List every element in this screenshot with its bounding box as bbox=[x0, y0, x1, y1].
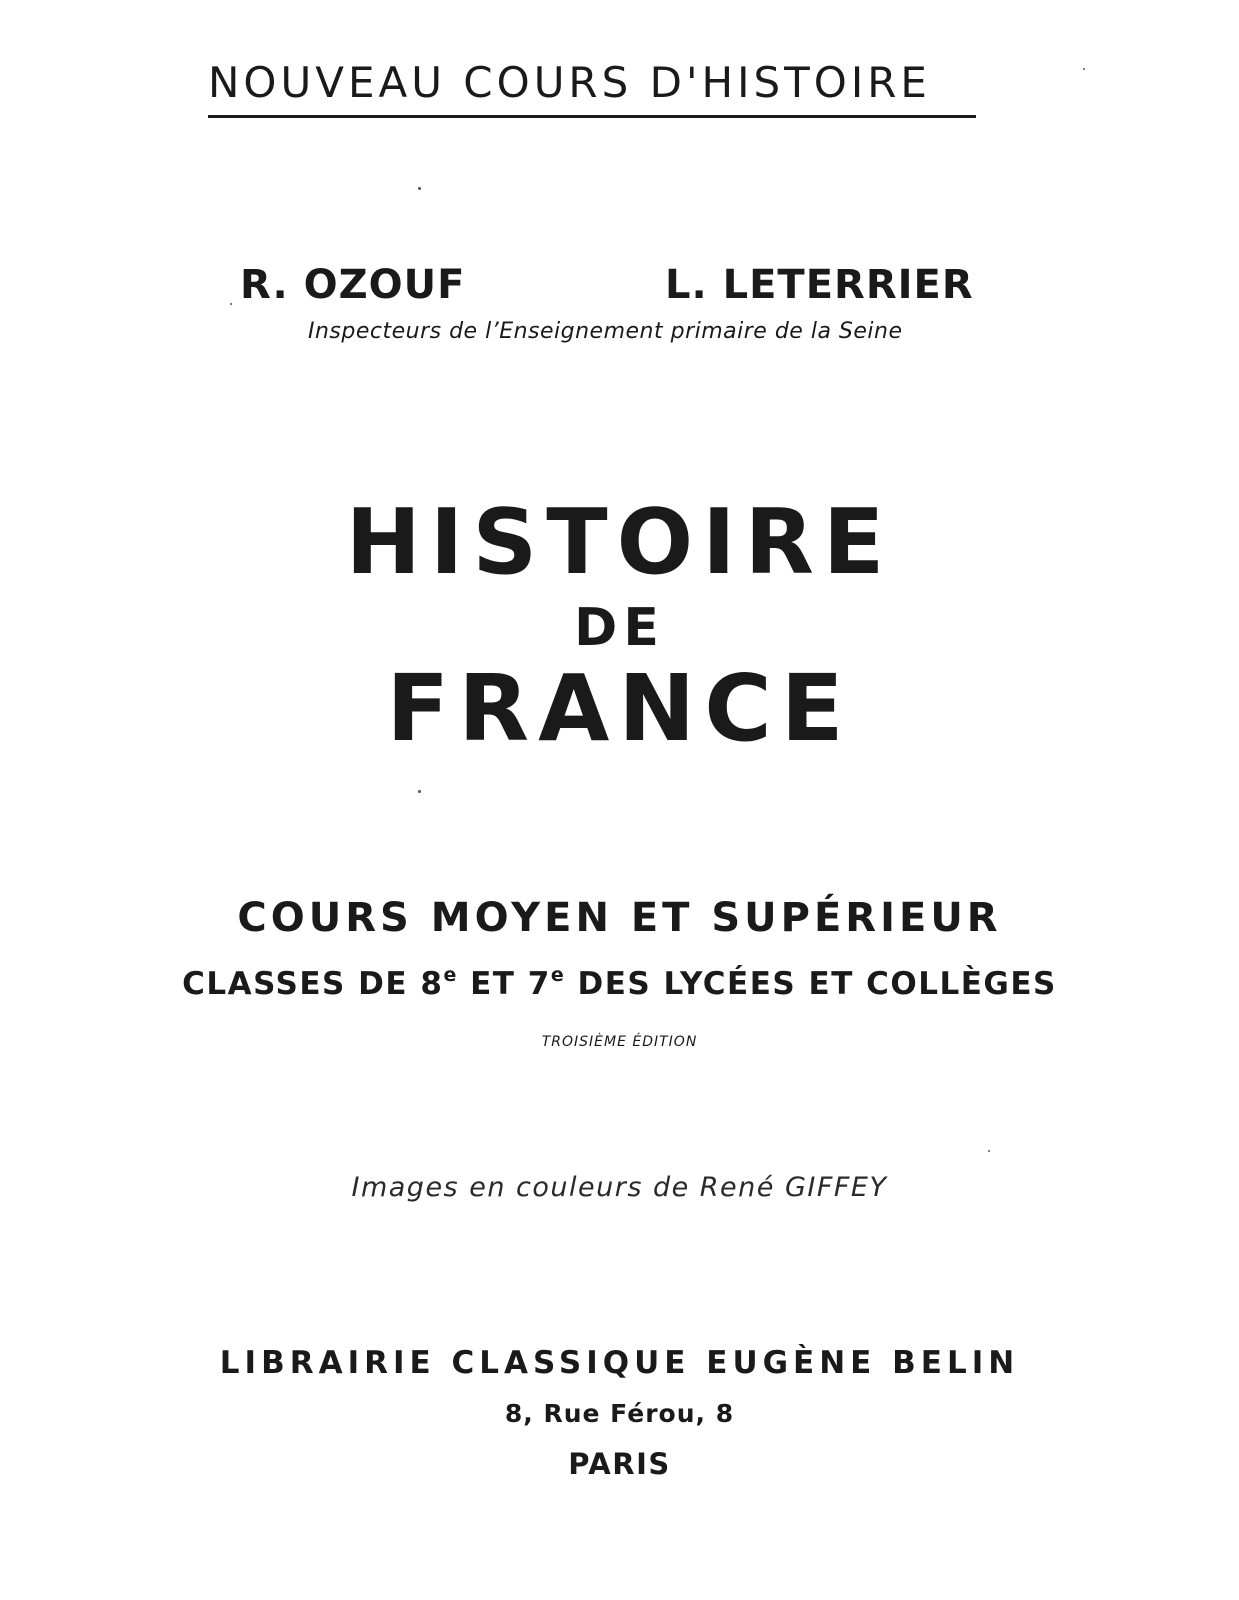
author-leterrier: L. LETERRIER bbox=[665, 262, 974, 308]
classes-line bbox=[0, 966, 1239, 1002]
series-title: NOUVEAU COURS D'HISTOIRE bbox=[208, 58, 931, 107]
classes-middle: ET 7 bbox=[457, 966, 551, 1002]
series-underline bbox=[208, 115, 976, 118]
publisher-city: PARIS bbox=[568, 1447, 671, 1481]
classes-prefix: CLASSES DE 8 bbox=[182, 966, 444, 1002]
edition-label: TROISIÈME ÉDITION bbox=[541, 1034, 698, 1050]
classes-superscript-2: e bbox=[550, 964, 566, 986]
classes-superscript-1: e bbox=[443, 964, 458, 986]
authors-affiliation: Inspecteurs de l’Enseignement primaire de la Seine bbox=[308, 319, 903, 344]
author-ozouf: R. OZOUF bbox=[240, 262, 466, 308]
scan-speck bbox=[988, 1150, 990, 1152]
book-title-line-2: DE bbox=[574, 598, 665, 658]
scan-speck bbox=[230, 303, 232, 305]
publisher-address: 8, Rue Férou, 8 bbox=[504, 1399, 735, 1428]
book-title-line-1: HISTOIRE bbox=[345, 490, 894, 595]
book-title-line-3: FRANCE bbox=[386, 655, 853, 762]
scan-speck bbox=[418, 790, 421, 793]
course-level: COURS MOYEN ET SUPÉRIEUR bbox=[237, 895, 1002, 941]
scan-speck bbox=[418, 187, 421, 190]
scan-speck bbox=[1083, 68, 1085, 70]
illustrator-credit: Images en couleurs de René GIFFEY bbox=[351, 1172, 888, 1203]
publisher-name: LIBRAIRIE CLASSIQUE EUGÈNE BELIN bbox=[219, 1345, 1020, 1381]
classes-suffix: DES LYCÉES ET COLLÈGES bbox=[565, 966, 1057, 1002]
